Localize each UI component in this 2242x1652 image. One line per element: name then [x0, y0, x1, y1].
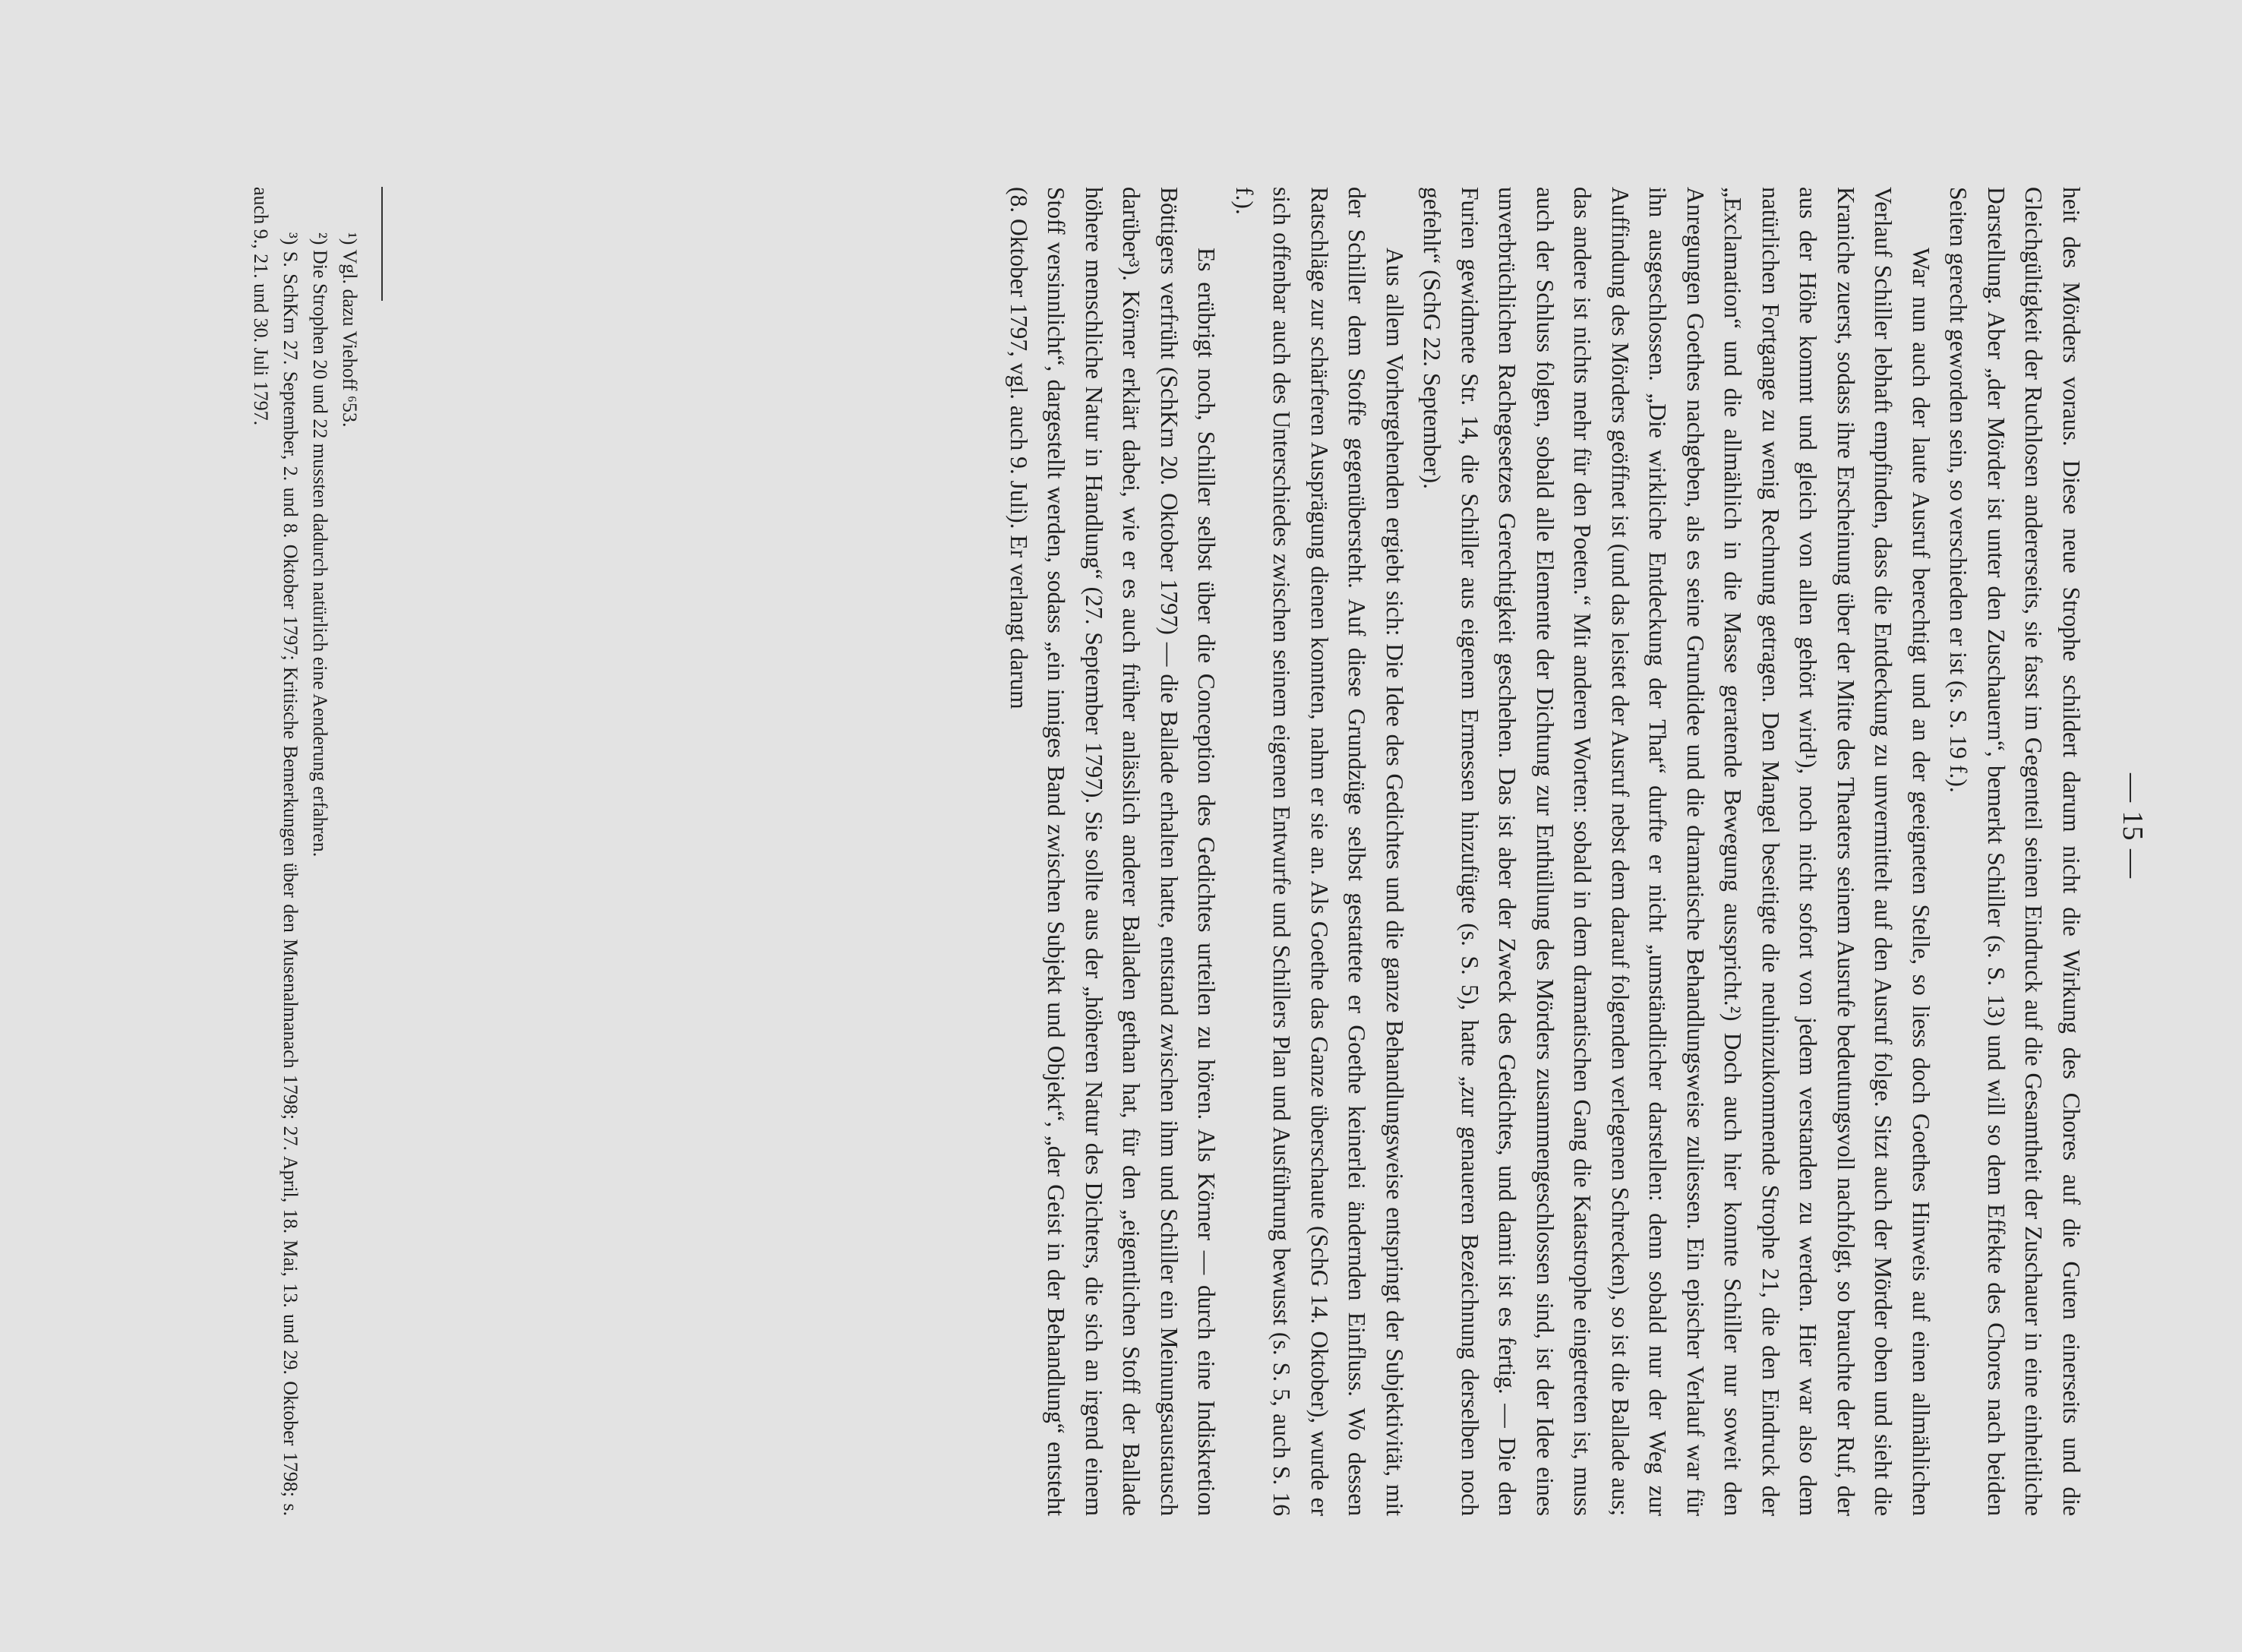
paragraph: War nun auch der laute Ausruf berechtigt und an der geeigneten Stelle, so liess doch Goethes Hinweis auf einen allmählichen Verlauf Schiller lebhaft empfinden, dass die Entdeckung zu unvermittelt auf den Ausruf folge. Sitzt auch der Mörder oben und sieht die Kraniche zuerst, sodass ihre Erscheinung über der Mitte des Theaters seinem Ausrufe bedeutungsvoll nachfolgt, so brauchte der Ruf, der aus der Höhe kommt und gleich von allen gehört wird¹), noch nicht sofort von jedem verstanden zu werden. Hier war also dem natürlichen Fortgange zu wenig Rechnung getragen. Den Mangel beseitigte die neuhinzukommende Strophe 21, die den Eindruck der „Exclamation“ und die allmählich in die Masse geratende Bewegung ausspricht.²) Doch auch hier konnte Schiller nur soweit den Anregungen Goethes nachgeben, als es seine Grundidee und die dramatische Behandlungsweise zuliessen. Ein epischer Verlauf war für ihn ausgeschlossen. „Die wirkliche Entdeckung der That“ durfte er nicht „umständlicher darstellen: denn sobald nur der Weg zur Auffindung des Mörders geöffnet ist (und das leistet der Ausruf nebst dem darauf folgenden verlegenen Schrecken), so ist die Ballade aus; das andere ist nichts mehr für den Poeten.“ Mit anderen Worten: sobald in dem dramatischen Gang die Katastrophe eingetreten ist, muss auch der Schluss folgen, sobald alle Elemente der Dichtung zur Enthüllung des Mörders zusammengeschlossen sind, ist der Idee eines unverbrüchlichen Rachegesetzes Gerechtigkeit geschehen. Das ist aber der Zweck des Gedichtes, und damit ist es fertig. — Die den Furien gewidmete Str. 14, die Schiller aus eigenem Ermessen hinzufügte (s. S. 5), hatte „zur genaueren Bezeichnung derselben noch gefehlt“ (SchG 22. September). [1419, 187, 1934, 1516]
paragraph: Es erübrigt noch, Schiller selbst über die Conception des Gedichtes urteilen zu hören. Als Körner — durch eine Indiskretion Böttigers verfrüht (SchKrn 20. Oktober 1797) — die Ballade erhalten hatte, entstand zwischen ihm und Schiller ein Meinungsaustausch darüber³). Körner erklärt dabei, wie er es auch früher anlässlich anderer Balladen gethan hat, für den „eigentlichen Stoff der Ballade höhere menschliche Natur in Handlung“ (27. September 1797). Sie sollte aus der „höheren Natur des Dichters, die sich an irgend einem Stoff versinnlicht“, dargestellt werden, sodass „ein inniges Band zwischen Subjekt und Objekt“, „der Geist in der Behandlung“ entsteht (8. Oktober 1797, vgl. auch 9. Juli). Er verlangt darum [1006, 187, 1220, 1516]
footnote: ²) Die Strophen 20 und 22 mussten dadurch natürlich eine Aenderung erfahren. [309, 232, 331, 858]
paragraph: heit des Mörders voraus. Diese neue Strophe schildert darum nicht die Wirkung des Chores auf die Guten einerseits und die Gleichgültigkeit der Ruchlosen andererseits, sie fasst im Gegenteil seinen Eindruck auf die Gesamtheit der Zuschauer in eine einheitliche Darstellung. Aber „der Mörder ist unter den Zuschauern“, bemerkt Schiller (s. S. 13) und will so dem Effekte des Chores nach beiden Seiten gerecht geworden sein, so verschieden er ist (s. S. 19 f.). [1945, 187, 2085, 1516]
footnotes [246, 187, 365, 1516]
page-number: — 15 — [2117, 773, 2149, 879]
footnote: ¹) Vgl. dazu Viehoff ⁶53. [339, 232, 361, 428]
footnote-divider [381, 187, 383, 301]
paragraph: Aus allem Vorhergehenden ergiebt sich: Die Idee des Gedichtes und die ganze Behandlungsweise entspringt der Subjektivität, mit der Schiller dem Stoffe gegenübersteht. Auf diese Grundzüge selbst gestattete er Goethe keinerlei ändernden Einfluss. Wo dessen Ratschläge zur schärferen Ausprägung dienen konnten, nahm er sie an. Als Goethe das Ganze überschaute (SchG 14. Oktober), wurde er sich offenbar auch des Unterschiedes zwischen seinem eigenen Entwurfe und Schillers Plan und Ausführung bewusst (s. S. 5, auch S. 16 f.). [1231, 187, 1408, 1516]
footnote: ³) S. SchKrn 27. September, 2. und 8. Oktober 1797; Kritische Bemerkungen über den Musenalmanach 1798; 27. April, 18. Mai, 13. und 29. Oktober 1798; s. auch 9., 21. und 30. Juli 1797. [250, 187, 302, 1516]
body-text [1000, 187, 2091, 1516]
